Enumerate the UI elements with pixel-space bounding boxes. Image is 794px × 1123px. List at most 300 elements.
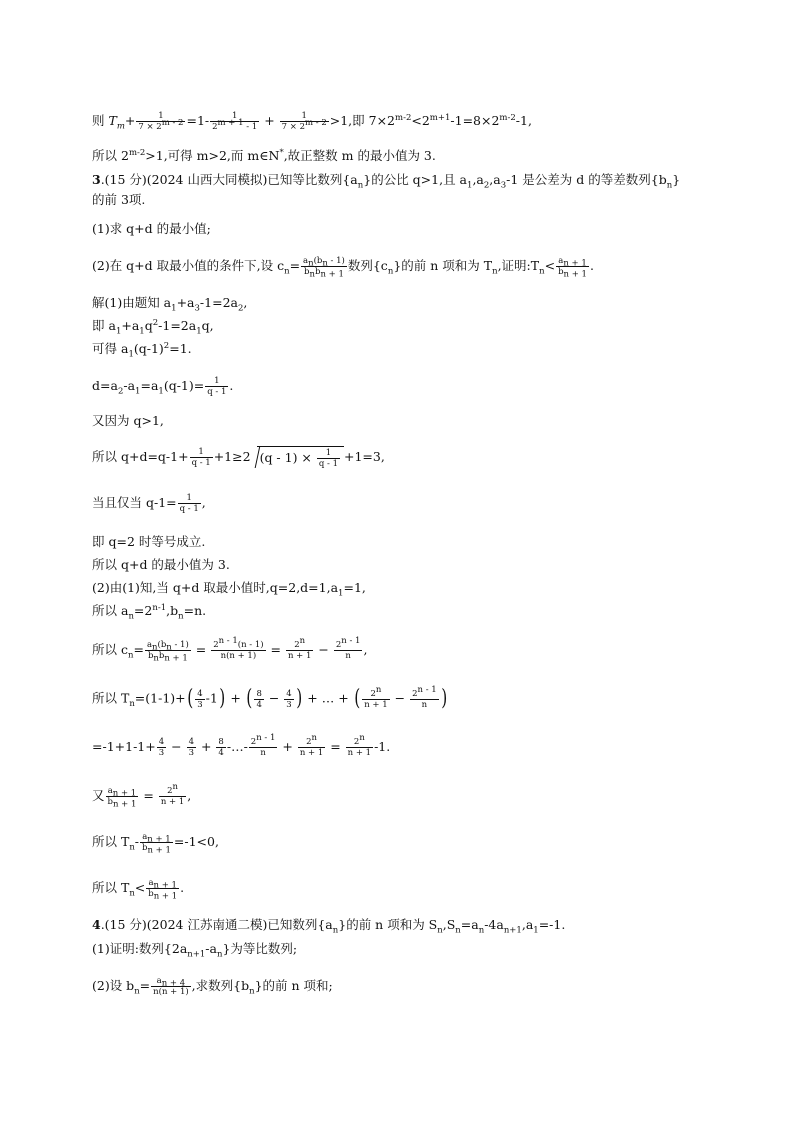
denominator: n	[421, 699, 428, 710]
subscript: n	[134, 986, 140, 997]
exponent: n	[172, 782, 178, 793]
denominator: q - 1	[191, 458, 211, 468]
text: =-1+1-1+	[92, 739, 156, 754]
numerator: 1	[178, 493, 201, 504]
numerator: 2	[412, 688, 418, 699]
text: =	[289, 258, 301, 273]
text: -1=8×2	[450, 113, 500, 128]
denominator: n + 1	[288, 651, 312, 661]
text: =1.	[169, 341, 192, 356]
numerator: 2	[306, 737, 312, 747]
denominator: n + 1	[160, 797, 185, 807]
numerator: a	[558, 256, 564, 266]
fraction	[140, 832, 173, 856]
solution-line-Tm-inequality	[92, 111, 532, 132]
text: 又	[92, 788, 105, 803]
denominator: 2	[212, 122, 218, 132]
solution-step-14	[92, 733, 391, 758]
text: 当且仅当 q-1=	[92, 495, 177, 510]
solution-step-7	[92, 493, 206, 514]
text: =(1-1)+	[134, 690, 186, 706]
solution-step-11	[92, 602, 206, 620]
exponent: n	[375, 684, 382, 695]
subscript: n	[666, 180, 673, 191]
denominator: b	[148, 889, 154, 899]
numerator: 1	[317, 448, 340, 459]
subscript: n	[357, 180, 364, 191]
text: }	[672, 172, 681, 187]
subscript: n	[216, 949, 223, 960]
subscript: 1	[139, 326, 145, 337]
exponent: m-2	[395, 112, 412, 123]
text: .	[229, 378, 234, 393]
subscript: n	[539, 266, 545, 277]
subscript: n	[322, 258, 328, 269]
subscript: 2	[117, 386, 124, 397]
text: -4a	[484, 917, 504, 932]
fraction	[362, 684, 389, 710]
text: ,a	[472, 172, 484, 187]
numerator: 1	[136, 111, 185, 122]
fraction	[301, 256, 347, 280]
text: ,故正整数 m 的最小值为 3.	[283, 148, 436, 163]
text: .(15 分)(2024 山西大同模拟)已知等比数列{a	[100, 172, 358, 187]
text: }为等比数列;	[222, 941, 298, 956]
text: .	[180, 880, 185, 895]
text: }的前 n 项和为 T	[393, 258, 493, 273]
denominator: n + 1	[299, 748, 324, 758]
left-paren: (	[353, 686, 360, 711]
subscript: n	[478, 925, 485, 936]
question-number: 4	[92, 917, 101, 932]
subscript: n + 1	[112, 788, 137, 799]
numerator: 4	[197, 688, 203, 699]
solution-step-6	[92, 446, 385, 469]
subscript: n	[127, 650, 134, 661]
denominator: 3	[197, 699, 203, 710]
text: .	[589, 258, 594, 273]
numerator: 8	[218, 737, 224, 747]
denominator: 3	[158, 748, 165, 758]
subscript: 1	[533, 925, 539, 936]
text: =	[133, 642, 144, 657]
fraction	[284, 689, 293, 710]
denominator-tail: - 1	[243, 122, 258, 132]
text: =n.	[183, 603, 207, 618]
text: 又因为 q>1,	[92, 413, 164, 428]
exponent: m+1	[429, 112, 451, 123]
text: 所以 T	[92, 880, 130, 895]
solution-step-8	[92, 533, 205, 551]
fraction	[106, 786, 139, 810]
text: 解(1)由题知 a	[92, 295, 172, 310]
fraction	[145, 640, 191, 664]
text: d=a	[92, 378, 118, 393]
fraction	[146, 878, 179, 902]
subscript: 1	[135, 386, 141, 397]
text: -…-	[226, 739, 248, 754]
subscript: n + 1	[147, 834, 171, 845]
text: ,S	[442, 917, 456, 932]
exponent: m - 2	[305, 118, 327, 129]
fraction	[157, 737, 166, 758]
exponent: n - 1	[417, 684, 437, 695]
text: }的前 n 项和为 S	[338, 917, 438, 932]
fraction	[556, 256, 589, 280]
left-paren: (	[246, 686, 253, 711]
denominator: 4	[256, 699, 262, 710]
numerator: 8	[256, 688, 262, 699]
subscript: n	[455, 925, 461, 936]
text: 所以 c	[92, 642, 128, 657]
subscript: 1	[128, 349, 134, 360]
text: (q-1)=	[163, 378, 205, 393]
exponent: n - 1	[218, 636, 238, 647]
subscript: n	[178, 611, 184, 622]
fraction	[298, 733, 325, 758]
numerator: (n - 1)	[237, 640, 264, 650]
subscript: n	[152, 642, 158, 653]
solution-step-5	[92, 412, 164, 430]
subscript: n + 4	[161, 978, 186, 989]
subscript: 1	[196, 326, 202, 337]
numerator: 2	[353, 737, 360, 747]
fraction	[159, 782, 186, 807]
solution-step-1	[92, 294, 247, 312]
subscript: n + 1	[153, 880, 177, 891]
text: +a	[176, 295, 195, 310]
fraction	[317, 448, 340, 469]
subscript: n+1	[187, 949, 206, 960]
denominator: 3	[286, 699, 292, 710]
text: T	[108, 113, 117, 128]
text: =	[191, 642, 211, 657]
fraction	[178, 493, 201, 514]
text: +1=3,	[344, 449, 385, 464]
text: =-1<0,	[173, 834, 219, 849]
fraction	[216, 737, 225, 758]
text: −	[264, 690, 284, 706]
text: m	[116, 121, 125, 132]
subscript: n	[249, 986, 255, 997]
text: }的前 n 项和;	[254, 978, 333, 993]
numerator: 4	[286, 688, 292, 699]
text: 则	[92, 113, 109, 128]
solution-step-4	[92, 376, 233, 397]
right-paren: )	[440, 686, 447, 711]
subscript: n	[129, 842, 135, 853]
right-paren: )	[296, 686, 303, 711]
radicand: (q - 1) ×	[259, 450, 316, 465]
question-4-part-2	[92, 976, 333, 997]
subscript: n + 1	[563, 269, 587, 280]
exponent: n	[299, 636, 306, 647]
denominator: b	[158, 651, 165, 661]
fraction	[334, 636, 363, 661]
text: 即 q=2 时等号成立.	[92, 534, 206, 549]
subscript: n + 1	[563, 258, 587, 269]
text: −	[390, 690, 410, 706]
subscript: n	[332, 925, 339, 936]
numerator: - 1)	[171, 640, 189, 650]
subscript: 1	[171, 303, 177, 314]
numerator: 1	[190, 447, 213, 458]
left-paren: (	[186, 686, 193, 711]
solution-step-13	[92, 684, 448, 711]
text: 所以 T	[92, 690, 130, 706]
exponent: m-2	[499, 112, 516, 123]
solution-step-2	[92, 317, 214, 335]
subscript: n	[387, 266, 394, 277]
subscript: n	[308, 258, 314, 269]
solution-step-15	[92, 782, 192, 810]
numerator: 2	[294, 640, 300, 650]
text: +a	[121, 318, 140, 333]
subscript: 1	[158, 386, 164, 397]
fraction	[210, 111, 259, 132]
subscript: n + 1	[153, 891, 178, 902]
text: =	[326, 739, 345, 754]
denominator: 4	[218, 748, 224, 758]
text: +1≥2	[213, 449, 251, 464]
exponent: n	[359, 733, 365, 744]
text: =2	[133, 603, 153, 618]
numerator: (b	[313, 256, 323, 266]
exponent: m - 2	[161, 118, 184, 129]
fraction	[205, 376, 228, 397]
numerator: 1	[280, 111, 329, 122]
exponent: m + 1	[217, 118, 244, 129]
fraction	[346, 733, 373, 758]
text: ,a	[489, 172, 501, 187]
denominator: n + 1	[364, 699, 388, 710]
exponent: 2	[152, 317, 159, 328]
question-3-stem	[92, 171, 680, 189]
numerator: 4	[158, 737, 165, 747]
denominator: b	[107, 797, 113, 807]
text: <2	[411, 113, 430, 128]
text: 可得 a	[92, 341, 129, 356]
text: >1,可得 m>2,而 m∈N	[145, 148, 280, 163]
numerator: a	[146, 640, 153, 650]
subscript: n+1	[503, 925, 522, 936]
solution-step-16	[92, 832, 219, 856]
text: 的前 3项.	[92, 192, 146, 207]
subscript: n + 1	[147, 845, 171, 856]
exponent: *	[279, 147, 284, 158]
text: 所以 q+d 的最小值为 3.	[92, 557, 230, 572]
numerator: - 1)	[327, 256, 345, 266]
text: q	[144, 318, 153, 333]
fraction	[136, 111, 185, 132]
numerator: (b	[157, 640, 167, 650]
subscript: 3	[194, 303, 200, 314]
denominator: b	[558, 267, 564, 277]
text: ,求数列{b	[191, 978, 250, 993]
text: −	[167, 739, 186, 754]
denominator: b	[142, 843, 148, 853]
text: 即 a	[92, 318, 116, 333]
numerator: 2	[213, 640, 219, 650]
numerator: 4	[188, 737, 194, 747]
square-root	[257, 446, 344, 469]
numerator: 2	[335, 640, 342, 650]
right-paren: )	[219, 686, 226, 711]
text: -1	[205, 690, 218, 706]
subscript: 2	[483, 180, 490, 191]
subscript: n	[309, 269, 315, 280]
fraction	[410, 684, 439, 710]
numerator: 2	[250, 737, 257, 747]
text: 所以 a	[92, 603, 129, 618]
text: q,	[201, 318, 214, 333]
text: ,	[243, 295, 248, 310]
text: 所以 q+d=q-1+	[92, 449, 189, 464]
text: =	[266, 642, 285, 657]
exponent: 2	[163, 340, 170, 351]
solution-step-3	[92, 340, 192, 358]
exponent: n - 1	[341, 636, 361, 647]
text: 所以 T	[92, 834, 130, 849]
subscript: n	[166, 642, 172, 653]
question-3-part-2	[92, 256, 594, 280]
subscript: n	[129, 699, 135, 709]
text: -	[134, 834, 140, 849]
denominator: n(n + 1)	[220, 651, 257, 661]
numerator: a	[142, 832, 148, 842]
fraction	[249, 733, 278, 758]
text: }的公比 q>1,且 a	[363, 172, 468, 187]
text: (2)设 b	[92, 978, 135, 993]
text: =1,	[343, 580, 366, 595]
text: (2)由(1)知,当 q+d 取最小值时,q=2,d=1,a	[92, 580, 339, 595]
text: −	[314, 642, 333, 657]
text: (1)证明:数列{2a	[92, 941, 188, 956]
question-4-part-1	[92, 940, 297, 958]
text: + … +	[303, 690, 353, 706]
text: .(15 分)(2024 江苏南通二模)已知数列{a	[100, 917, 333, 932]
text: -a	[123, 378, 136, 393]
subscript: n	[492, 266, 498, 277]
text: >1,即 7×2	[329, 113, 396, 128]
text: 数列{c	[347, 258, 388, 273]
solution-line-m-min	[92, 147, 436, 165]
text: ,	[187, 788, 192, 803]
text: ,b	[166, 603, 179, 618]
question-4-stem	[92, 916, 565, 934]
numerator: 2	[167, 786, 173, 796]
exponent: n - 1	[256, 733, 276, 744]
text: -1 是公差为 d 的等差数列{b	[506, 172, 667, 187]
text: -1,	[515, 113, 532, 128]
subscript: 1	[115, 326, 122, 337]
fraction	[280, 111, 329, 132]
text: =a	[460, 917, 479, 932]
text: -1.	[374, 739, 391, 754]
numerator: a	[148, 878, 154, 888]
text: -1=2a	[199, 295, 238, 310]
denominator: 7 × 2	[281, 122, 305, 132]
text: +	[278, 739, 297, 754]
numerator: a	[303, 256, 309, 266]
subscript: 3	[500, 180, 507, 191]
denominator: n	[260, 748, 266, 758]
text: (1)求 q+d 的最小值;	[92, 221, 211, 236]
text: 所以 2	[92, 148, 129, 163]
text: (q-1)	[133, 341, 164, 356]
denominator: b	[147, 651, 154, 661]
numerator: 1	[210, 111, 259, 122]
exponent: n	[311, 733, 317, 744]
numerator: a	[156, 976, 162, 986]
denominator: q - 1	[207, 387, 227, 397]
solution-step-12	[92, 636, 368, 664]
text: ,a	[521, 917, 534, 932]
text: <	[134, 880, 146, 895]
text: =	[139, 978, 151, 993]
subscript: n	[284, 266, 290, 277]
solution-step-9	[92, 556, 230, 574]
fraction	[195, 689, 204, 710]
text: +	[197, 739, 216, 754]
fraction	[254, 689, 263, 710]
denominator: n + 1	[347, 748, 372, 758]
denominator: 7 × 2	[138, 122, 162, 132]
text: =1-	[186, 113, 210, 128]
numerator: a	[107, 786, 113, 796]
text: -a	[205, 941, 217, 956]
text: ,	[363, 642, 368, 657]
denominator: n(n + 1)	[153, 987, 189, 997]
fraction	[286, 636, 313, 661]
subscript: n	[128, 611, 134, 622]
question-3-stem-cont	[92, 191, 145, 209]
text: ,证明:T	[497, 258, 540, 273]
text: +	[124, 113, 136, 128]
solution-step-10	[92, 579, 366, 597]
exponent: n-1	[152, 602, 167, 613]
denominator: n	[345, 651, 351, 661]
denominator: q - 1	[318, 459, 338, 469]
subscript: 1	[467, 180, 473, 191]
text: =-1.	[538, 917, 566, 932]
numerator: 2	[370, 688, 376, 699]
denominator: b	[314, 267, 321, 277]
subscript: n	[437, 925, 443, 936]
subscript: 1	[338, 588, 344, 599]
solution-step-17	[92, 878, 185, 902]
exponent: m-2	[128, 147, 146, 158]
text: -1=2a	[158, 318, 197, 333]
subscript: n	[153, 653, 159, 664]
text: <	[544, 258, 556, 273]
subscript: n	[129, 888, 135, 899]
text: =	[139, 788, 158, 803]
text: (2)在 q+d 取最小值的条件下,设 c	[92, 258, 285, 273]
numerator: 1	[205, 376, 228, 387]
subscript: n + 1	[164, 653, 188, 664]
subscript: n + 1	[320, 269, 344, 280]
question-3-part-1	[92, 220, 211, 238]
subscript: 2	[237, 303, 244, 314]
fraction	[187, 737, 196, 758]
question-number: 3	[92, 172, 101, 187]
subscript: n + 1	[112, 799, 137, 810]
text: +	[260, 113, 279, 128]
text: ,	[201, 495, 206, 510]
fraction	[190, 447, 213, 468]
denominator: 3	[188, 748, 194, 758]
